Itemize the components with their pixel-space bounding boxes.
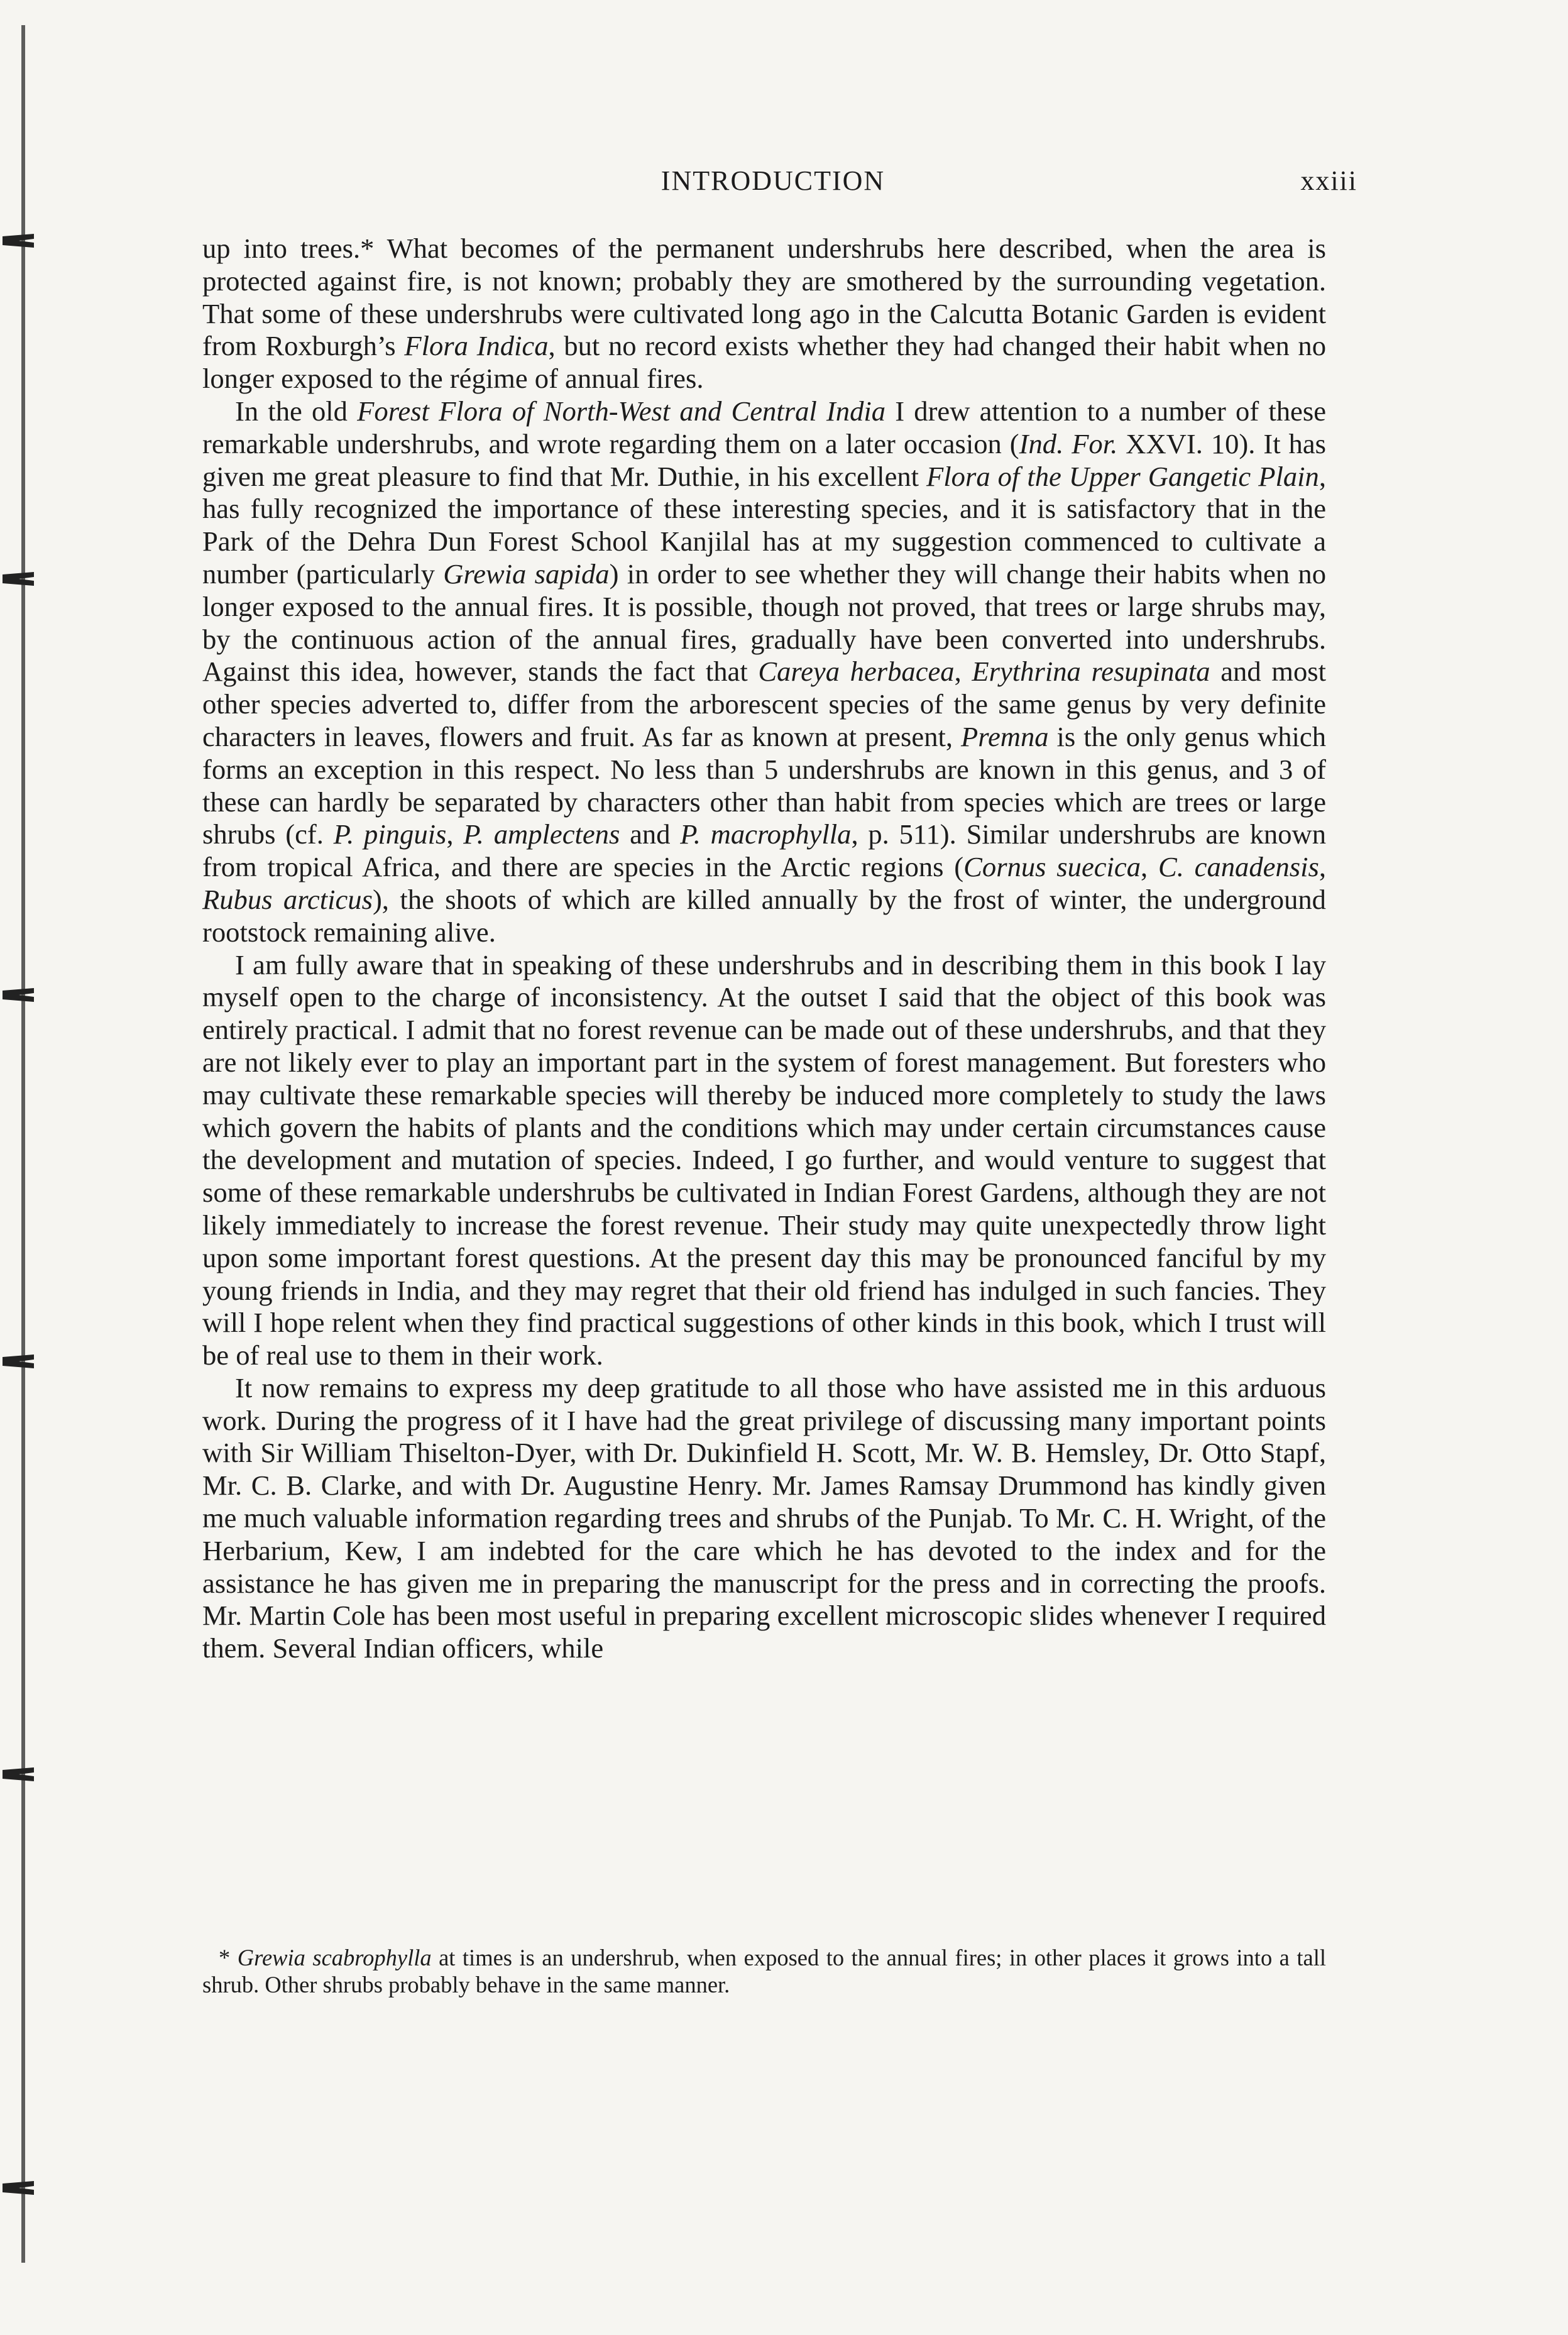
text-run: It now remains to express my deep gratitude to all those who have assisted me in this arduous work. During the progress of it I have had the great privilege of discussing many important points with Sir William Thiselton-Dyer, with Dr. Dukinfield H. Scott, Mr. W. B. Hemsley, Dr. Otto Stapf, Mr. C. B. Clarke, and with Dr. Augustine Henry. Mr. James Ramsay Drummond has kindly given me much valuable information regarding trees and shrubs of the Punjab. To Mr. C. H. Wright, of the Herbarium, Kew, I am indebted for the care which he has devoted to the index and for the assistance he has given me in preparing the manuscript for the press and in correcting the proofs. Mr. Martin Cole has been most useful in preparing excellent microscopic slides whenever I required them. Several Indian officers, while [202, 1371, 1326, 1664]
italic-run: Flora Indica [404, 330, 549, 362]
text-run: is the only genus which forms an exception in this respect. No less than 5 undershrubs are known in this genus, and 3 of these can hardly be separated by characters other than habit from species which are trees or large shrubs (cf. [202, 720, 1326, 850]
text-run: ) in order to see whether they will change their habits when no longer exposed to the annual fires. It is possible, though not proved, that trees or large shrubs may, by the continuous action of the annual fires, gradually have been converted into undershrubs. Against this idea, however, stands the fact that [202, 558, 1326, 688]
italic-run: Premna [961, 720, 1049, 752]
text-run: , [1319, 851, 1326, 883]
text-run: , has fully recognized the importance of these interesting species, and it is satisfactory that in the Park of the Dehra Dun Forest School Kanjilal has at my suggestion commenced to cultivate a number (particularly [202, 460, 1326, 590]
paragraph [202, 233, 1326, 395]
italic-run: Careya herbacea [758, 656, 955, 688]
italic-run: Grewia sapida [443, 558, 610, 590]
text-run: , [446, 818, 464, 850]
running-title: INTRODUCTION [661, 165, 885, 196]
text-run: , [954, 656, 972, 688]
text-run: and [620, 818, 681, 850]
body-text [202, 233, 1326, 1665]
text-run: up into trees.* What becomes of the permanent undershrubs here described, when the area is protected against fire, is not known; probably they are smothered by the surrounding vegetation. That some of these undershrubs were cultivated long ago in the Calcutta Botanic Garden is evident from Roxburgh’s [202, 233, 1326, 362]
italic-run: Flora of the Upper Gangetic Plain [926, 460, 1319, 492]
text-run: , p. 511). Similar undershrubs are known from tropical Africa, and there are species in the Arctic regions ( [202, 818, 1327, 883]
italic-run: Ind. For. [1019, 427, 1118, 459]
text-run: , but no record exists whether they had changed their habit when no longer exposed to the régime of annual fires. [202, 330, 1327, 395]
italic-run: Erythrina resupinata [972, 656, 1210, 688]
text-run: In the old [235, 395, 358, 427]
binding-clip-mark [0, 2180, 36, 2196]
italic-run: P. amplectens [463, 818, 620, 850]
italic-run: Forest Flora of North-West and Central India [357, 395, 886, 427]
italic-run: Grewia scabrophylla [237, 1945, 432, 1970]
binding-clip-mark [0, 987, 36, 1003]
text-run: XXVI. 10). It has given me great pleasure to find that Mr. Duthie, in his excellent [202, 427, 1327, 492]
binding-clip-mark [0, 233, 36, 249]
text-run: I drew attention to a number of these remarkable undershrubs, and wrote regarding them on a later occasion ( [202, 395, 1327, 459]
text-run: and most other species adverted to, differ from the arborescent species of the same genus by very definite characters in leaves, flowers and fruit. As far as known at present, [202, 656, 1327, 752]
italic-run: C. canadensis [1158, 851, 1319, 883]
text-run: I am fully aware that in speaking of these undershrubs and in describing them in this book I lay myself open to the charge of inconsistency. At the outset I said that the object of this book was entirely practical. I admit that no forest revenue can be made out of these undershrubs, and that they are not likely ever to play an important part in the system of forest management. But foresters who may cultivate these remarkable species will thereby be induced more completely to study the laws which govern the habits of plants and the conditions which may under certain circumstances cause the development and mutation of species. Indeed, I go further, and would venture to suggest that some of these remarkable undershrubs be cultivated in Indian Forest Gardens, although they are not likely immediately to increase the forest revenue. Their study may quite unexpectedly throw light upon some important forest questions. At the present day this may be pronounced fanciful by my young friends in India, and they may regret that their old friend has indulged in such fancies. They will I hope relent when they find practical suggestions of other kinds in this book, which I trust will be of real use to them in their work. [202, 948, 1326, 1371]
paragraph [202, 1372, 1326, 1665]
page-number: xxiii [1300, 165, 1357, 196]
paragraph [202, 395, 1326, 949]
binding-clip-mark [0, 1353, 36, 1370]
italic-run: Rubus arcticus [202, 883, 373, 915]
binding-clip-mark [0, 1766, 36, 1783]
text-run: , [1141, 851, 1158, 883]
text-run: at times is an undershrub, when exposed to the annual fires; in other places it grows into a tall shrub. Other shrubs probably behave in the same manner. [202, 1945, 1326, 1997]
text-run: ), the shoots of which are killed annually by the frost of winter, the underground rootstock remaining alive. [202, 883, 1326, 948]
footnote [202, 1944, 1326, 1998]
footnote-marker: * [219, 1945, 238, 1970]
binding-line [21, 25, 25, 2263]
paragraph [202, 949, 1326, 1372]
italic-run: P. macrophylla [680, 818, 852, 850]
running-header [189, 165, 1357, 202]
binding-clip-mark [0, 571, 36, 587]
italic-run: P. pinguis [333, 818, 447, 850]
italic-run: Cornus suecica [963, 851, 1141, 883]
